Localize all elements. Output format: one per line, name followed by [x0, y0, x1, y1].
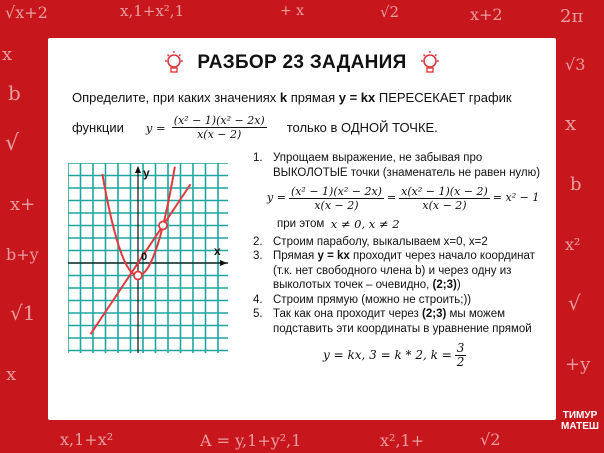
- solution-steps: [253, 151, 553, 374]
- step-5: [253, 307, 553, 336]
- step-number: 2.: [253, 235, 263, 248]
- function-graph: [68, 163, 228, 353]
- step-1: [253, 151, 553, 180]
- svg-text:√x+2: √x+2: [5, 3, 48, 22]
- condition-line: [253, 217, 553, 232]
- task-line-1: [72, 90, 512, 105]
- logo-line-1: ТИМУР: [562, 410, 598, 421]
- step-3: [253, 249, 553, 293]
- step-2: [253, 235, 553, 250]
- step-text: Упрощаем выражение, не забывая про ВЫКОЛОТЫЕ точки (знаменатель не равен нулю): [273, 152, 541, 179]
- eq-denominator: x(x − 2): [422, 199, 467, 212]
- svg-text:√: √: [568, 291, 581, 315]
- final-denominator: 2: [456, 355, 465, 369]
- task-k: k: [279, 90, 288, 105]
- svg-text:x²,1+: x²,1+: [380, 431, 425, 450]
- svg-text:+ x: + x: [280, 3, 305, 19]
- svg-text:b: b: [570, 174, 582, 195]
- svg-text:√3: √3: [565, 55, 586, 74]
- svg-text:√2: √2: [480, 430, 501, 449]
- punctured-point: [159, 222, 167, 230]
- eq-sign: =: [386, 191, 397, 205]
- final-fraction: [455, 342, 467, 369]
- step-text: [273, 249, 553, 293]
- step-text-part: проходит через начало координат (т.к. нет свободного члена b) и через одну из выколотых точек – очевидно,: [273, 250, 535, 291]
- step-text: Строим параболу, выкалываем x=0, x=2: [273, 235, 488, 248]
- step-text-part: Так как она проходит через: [273, 308, 423, 320]
- eq-result: = x² − 1: [492, 191, 540, 205]
- title-row: [48, 48, 556, 78]
- page-title: РАЗБОР 23 ЗАДАНИЯ: [197, 52, 407, 73]
- task-text: Определите, при каких значениях: [72, 90, 280, 105]
- condition-expression: x ≠ 0, x ≠ 2: [330, 217, 400, 231]
- step-text-part: мы можем подставить эти координаты в уравнение прямой: [273, 308, 532, 335]
- svg-text:b+y: b+y: [6, 245, 39, 264]
- x-axis-arrow: [220, 260, 227, 266]
- svg-text:+y: +y: [565, 354, 591, 375]
- step-bold: (2;3): [432, 279, 457, 291]
- step-number: 5.: [253, 308, 263, 320]
- lightbulb-icon: [419, 50, 441, 76]
- step-bold: y = kx: [317, 250, 350, 262]
- content-card: [48, 38, 556, 420]
- svg-text:2π: 2π: [560, 6, 584, 27]
- eq-denominator: x(x − 2): [314, 199, 359, 212]
- step-number: 1.: [253, 152, 263, 164]
- svg-text:x,1+x²: x,1+x²: [60, 430, 114, 449]
- y-axis-arrow: [135, 166, 141, 173]
- step-text: [273, 307, 553, 336]
- logo-line-2: МАТЕШ: [561, 421, 599, 432]
- condition-label: при этом: [277, 218, 325, 230]
- step-text-part: ): [456, 279, 461, 291]
- step-bold: (2;3): [422, 308, 447, 320]
- function-denominator: x(x − 2): [197, 128, 242, 141]
- svg-text:x+2: x+2: [470, 5, 503, 24]
- eq-numerator: (x² − 1)(x² − 2x): [290, 185, 382, 198]
- svg-text:x,1+x²,1: x,1+x²,1: [120, 2, 185, 20]
- svg-text:x: x: [6, 364, 17, 385]
- eq-fraction-1: [289, 185, 384, 212]
- task-line-2: [72, 114, 438, 141]
- eq-fraction-2: [399, 185, 490, 212]
- step-number: 3.: [253, 250, 263, 262]
- step-text: Строим прямую (можно не строить;)): [273, 293, 472, 306]
- function-fraction: [172, 114, 267, 141]
- task-text: функции: [72, 120, 124, 135]
- task-equation: y = kx: [338, 90, 376, 105]
- step-number: 4.: [253, 293, 263, 306]
- eq-numerator: x(x² − 1)(x − 2): [401, 185, 488, 198]
- x-axis-label: x: [214, 244, 221, 258]
- function-numerator: (x² − 1)(x² − 2x): [173, 114, 265, 127]
- svg-text:A = y,1+y²,1: A = y,1+y²,1: [200, 431, 302, 450]
- svg-text:√: √: [5, 131, 20, 156]
- eq-lhs: y =: [267, 191, 286, 205]
- final-numerator: 3: [456, 341, 465, 355]
- origin-label: 0: [141, 251, 148, 263]
- simplification-equation: [267, 185, 553, 212]
- final-equation: [323, 342, 553, 369]
- svg-text:x: x: [2, 44, 13, 65]
- task-text: только в ОДНОЙ ТОЧКЕ.: [286, 120, 438, 135]
- punctured-point: [134, 272, 142, 280]
- step-4: [253, 293, 553, 308]
- brand-logo: [556, 410, 604, 432]
- task-text: ПЕРЕСЕКАЕТ график: [375, 90, 512, 105]
- svg-text:b: b: [8, 81, 21, 105]
- svg-text:√1: √1: [10, 301, 36, 325]
- svg-text:x+: x+: [10, 194, 36, 215]
- y-axis-label: y: [143, 166, 150, 180]
- final-expression: y = kx, 3 = k * 2, k =: [323, 348, 452, 363]
- svg-text:x: x: [565, 111, 577, 135]
- svg-text:√2: √2: [380, 3, 400, 21]
- lightbulb-icon: [163, 50, 185, 76]
- function-lhs: y =: [145, 120, 166, 135]
- task-text: прямая: [287, 90, 339, 105]
- svg-text:x²: x²: [565, 235, 581, 254]
- step-text-part: Прямая: [273, 250, 318, 262]
